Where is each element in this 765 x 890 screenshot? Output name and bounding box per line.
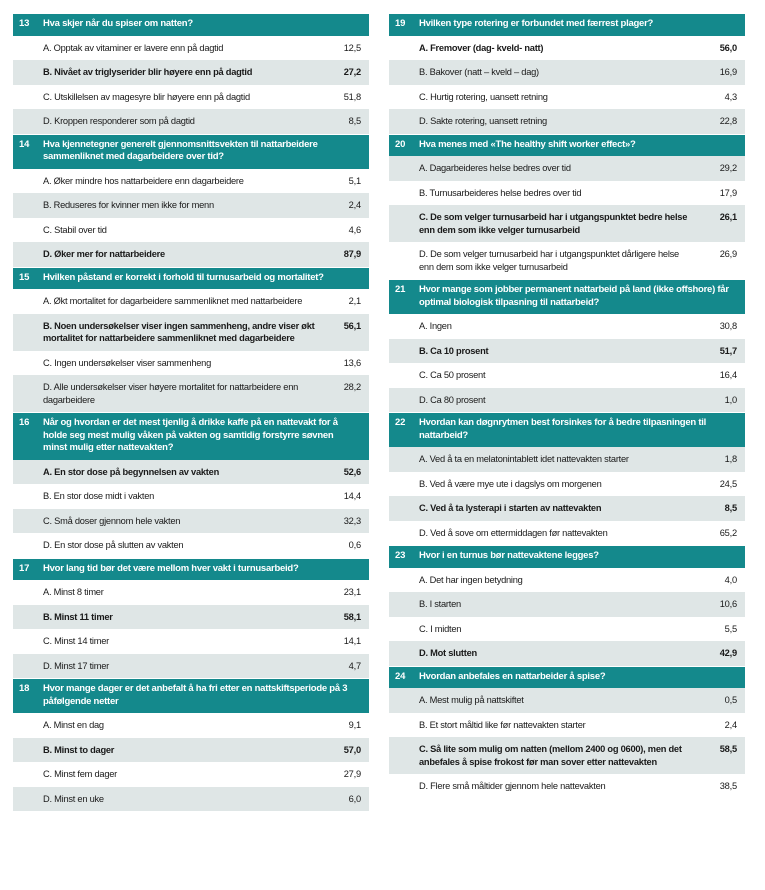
answer-percentage: 1,8 — [724, 454, 737, 464]
answer-row — [389, 85, 745, 110]
answer-row — [13, 629, 369, 654]
answer-label: B. Nivået av triglyserider blir høyere enn på dagtid — [43, 67, 253, 77]
answer-percentage: 8,5 — [348, 116, 361, 126]
answer-label: B. En stor dose midt i vakten — [43, 491, 155, 501]
question-header — [13, 679, 369, 713]
answer-label: C. Minst fem dager — [43, 769, 118, 779]
answer-percentage: 38,5 — [719, 781, 737, 791]
answer-percentage: 12,5 — [343, 42, 361, 53]
question-header — [13, 413, 369, 460]
answer-label: C. Ved å ta lysterapi i starten av nattevakten — [419, 503, 602, 513]
question-number: 24 — [395, 670, 406, 682]
answer-label: C. Minst 14 timer — [43, 636, 110, 646]
answer-label: A. Mest mulig på nattskiftet — [419, 695, 524, 705]
answer-row — [389, 447, 745, 472]
answer-label: A. Fremover (dag- kveld- natt) — [419, 42, 544, 53]
question-number: 22 — [395, 417, 406, 428]
answer-percentage: 5,5 — [724, 623, 737, 634]
answer-label: D. Ca 80 prosent — [419, 394, 486, 405]
answer-row — [13, 193, 369, 218]
answer-row — [389, 181, 745, 206]
answer-row — [389, 688, 745, 713]
answer-percentage: 0,5 — [724, 695, 737, 705]
answer-row — [13, 533, 369, 558]
answer-percentage: 17,9 — [719, 187, 737, 198]
answer-label: A. Minst en dag — [43, 720, 104, 730]
answer-label: B. Et stort måltid like før nattevakten starter — [419, 719, 586, 730]
question-header — [13, 559, 369, 581]
question-block — [13, 268, 369, 413]
answer-label: A. Ved å ta en melatonintablett idet nattevakten starter — [419, 454, 629, 464]
answer-label: D. Alle undersøkelser viser høyere mortalitet for nattarbeidere enn dagarbeidere — [43, 382, 299, 405]
answer-percentage: 29,2 — [719, 163, 737, 173]
answer-label: D. Sakte rotering, uansett retning — [419, 116, 547, 126]
question-number: 20 — [395, 138, 406, 150]
answer-row — [13, 109, 369, 134]
answer-percentage: 42,9 — [719, 648, 737, 658]
answer-row — [389, 472, 745, 497]
answer-row — [389, 363, 745, 388]
answer-row — [13, 351, 369, 376]
question-text: Hva menes med «The healthy shift worker effect»? — [419, 138, 636, 150]
answer-label: D. De som velger turnusarbeid har i utgangspunktet dårligere helse enn dem som ikke velger turnusarbeid — [419, 249, 679, 272]
answer-percentage: 0,6 — [348, 540, 361, 550]
answer-row — [389, 109, 745, 134]
answer-row-correct — [13, 314, 369, 351]
answer-percentage: 27,2 — [343, 67, 361, 77]
answer-percentage: 87,9 — [343, 249, 361, 259]
answer-row-correct — [389, 496, 745, 521]
answer-percentage: 24,5 — [719, 478, 737, 489]
answer-percentage: 56,1 — [343, 320, 361, 331]
question-text: Hvilken type rotering er forbundet med færrest plager? — [419, 18, 654, 29]
answer-label: C. Utskillelsen av magesyre blir høyere enn på dagtid — [43, 91, 250, 102]
answer-label: C. Ca 50 prosent — [419, 370, 486, 380]
answer-row — [13, 85, 369, 110]
right-column — [389, 14, 745, 800]
answer-row — [13, 218, 369, 243]
answer-row — [389, 774, 745, 799]
answer-label: D. Kroppen responderer som på dagtid — [43, 116, 195, 126]
question-text: Hvor mange som jobber permanent nattarbeid på land (ikke offshore) får optimal biologisk tilpasning til nattarbeid? — [419, 284, 729, 308]
answer-label: B. Ved å være mye ute i dagslys om morgenen — [419, 478, 602, 489]
answer-percentage: 58,5 — [719, 744, 737, 754]
answer-row — [13, 580, 369, 605]
answer-row-correct — [389, 36, 745, 61]
answer-percentage: 8,5 — [724, 503, 737, 513]
answer-row — [389, 60, 745, 85]
left-column — [13, 14, 369, 812]
answer-percentage: 52,6 — [343, 466, 361, 477]
question-number: 21 — [395, 284, 406, 295]
answer-label: A. Det har ingen betydning — [419, 574, 523, 585]
answer-percentage: 5,1 — [348, 175, 361, 186]
answer-percentage: 23,1 — [343, 587, 361, 597]
answer-label: C. Stabil over tid — [43, 224, 107, 235]
answer-percentage: 14,4 — [343, 491, 361, 501]
question-block — [13, 679, 369, 811]
question-header — [389, 135, 745, 157]
answer-label: D. Minst en uke — [43, 793, 104, 804]
answer-label: A. Økt mortalitet for dagarbeidere sammenliknet med nattarbeidere — [43, 296, 303, 306]
question-header — [13, 135, 369, 169]
question-text: Hvordan anbefales en nattarbeider å spise? — [419, 670, 606, 682]
answer-row — [13, 36, 369, 61]
question-block — [389, 280, 745, 412]
answer-percentage: 9,1 — [348, 720, 361, 730]
question-text: Når og hvordan er det mest tjenlig å drikke kaffe på en nattevakt for å holde seg mest mulig våken på vakten og samtidig forstyrre søvnen minst mulig etter nattevakten? — [43, 417, 338, 453]
answer-row — [389, 568, 745, 593]
answer-row-correct — [13, 242, 369, 267]
answer-label: B. Bakover (natt – kveld – dag) — [419, 67, 539, 77]
answer-row-correct — [389, 737, 745, 774]
answer-label: D. Øker mer for nattarbeidere — [43, 249, 165, 259]
answer-row — [389, 592, 745, 617]
question-block — [389, 667, 745, 799]
answer-percentage: 2,4 — [724, 719, 737, 730]
answer-row — [13, 787, 369, 812]
answer-label: D. Mot slutten — [419, 648, 477, 658]
answer-row — [13, 289, 369, 314]
answer-percentage: 14,1 — [343, 636, 361, 646]
question-block — [389, 413, 745, 545]
answer-percentage: 51,7 — [719, 345, 737, 356]
question-block — [13, 14, 369, 134]
answer-percentage: 4,7 — [348, 660, 361, 671]
answer-label: B. Ca 10 prosent — [419, 345, 489, 356]
question-text: Hvor i en turnus bør nattevaktene legges? — [419, 550, 599, 561]
answer-percentage: 32,3 — [343, 515, 361, 526]
question-number: 16 — [19, 417, 30, 428]
answer-percentage: 26,1 — [719, 212, 737, 222]
answer-percentage: 13,6 — [343, 357, 361, 368]
question-text: Hva skjer når du spiser om natten? — [43, 18, 193, 29]
answer-row-correct — [13, 605, 369, 630]
question-header — [13, 268, 369, 290]
question-number: 18 — [19, 683, 30, 694]
question-text: Hvilken påstand er korrekt i forhold til turnusarbeid og mortalitet? — [43, 271, 324, 283]
answer-label: D. Ved å sove om ettermiddagen før nattevakten — [419, 527, 608, 538]
answer-row — [389, 314, 745, 339]
question-header — [389, 14, 745, 36]
answer-percentage: 22,8 — [719, 116, 737, 126]
answer-label: A. Øker mindre hos nattarbeidere enn dagarbeidere — [43, 175, 244, 186]
answer-label: B. Noen undersøkelser viser ingen sammenheng, andre viser økt mortalitet for nattarbeidere sammenliknet med dagarbeidere — [43, 320, 315, 343]
answer-percentage: 2,1 — [348, 296, 361, 306]
answer-row — [389, 617, 745, 642]
answer-percentage: 6,0 — [348, 793, 361, 804]
question-number: 14 — [19, 138, 30, 150]
answer-percentage: 27,9 — [343, 769, 361, 779]
question-header — [389, 667, 745, 689]
answer-label: B. Reduseres for kvinner men ikke for menn — [43, 200, 214, 210]
answer-row-correct — [13, 460, 369, 485]
answer-row — [389, 388, 745, 413]
answer-percentage: 2,4 — [348, 200, 361, 210]
question-number: 23 — [395, 550, 406, 561]
answer-label: D. En stor dose på slutten av vakten — [43, 540, 184, 550]
answer-row — [389, 156, 745, 181]
answer-percentage: 4,3 — [724, 91, 737, 102]
answer-row — [389, 521, 745, 546]
answer-label: C. Små doser gjennom hele vakten — [43, 515, 181, 526]
answer-percentage: 58,1 — [343, 611, 361, 622]
answer-row-correct — [13, 738, 369, 763]
question-number: 19 — [395, 18, 406, 29]
answer-label: A. Opptak av vitaminer er lavere enn på dagtid — [43, 42, 224, 53]
answer-row-correct — [13, 60, 369, 85]
question-block — [389, 546, 745, 666]
answer-row — [13, 509, 369, 534]
answer-row — [13, 762, 369, 787]
question-header — [389, 280, 745, 314]
answer-label: C. Hurtig rotering, uansett retning — [419, 91, 548, 102]
question-header — [389, 413, 745, 447]
question-block — [13, 135, 369, 267]
answer-label: C. I midten — [419, 623, 462, 634]
answer-percentage: 26,9 — [719, 249, 737, 259]
answer-label: A. Minst 8 timer — [43, 587, 104, 597]
answer-row — [13, 713, 369, 738]
answer-percentage: 65,2 — [719, 527, 737, 538]
answer-percentage: 4,6 — [348, 224, 361, 235]
question-text: Hva kjennetegner generelt gjennomsnittsvekten til nattarbeidere sammenliknet med dagarbeidere over tid? — [43, 138, 318, 162]
answer-percentage: 16,9 — [719, 67, 737, 77]
answer-label: B. I starten — [419, 599, 461, 609]
answer-row — [13, 169, 369, 194]
answer-label: B. Turnusarbeideres helse bedres over tid — [419, 187, 582, 198]
answer-label: D. Flere små måltider gjennom hele nattevakten — [419, 781, 606, 791]
question-text: Hvordan kan døgnrytmen best forsinkes for å bedre tilpasningen til nattarbeid? — [419, 417, 707, 441]
question-text: Hvor mange dager er det anbefalt å ha fri etter en nattskiftsperiode på 3 påfølgende netter — [43, 683, 348, 707]
answer-percentage: 16,4 — [719, 370, 737, 380]
answer-row-correct — [389, 641, 745, 666]
question-header — [13, 14, 369, 36]
question-number: 13 — [19, 18, 30, 29]
answer-percentage: 10,6 — [719, 599, 737, 609]
answer-label: D. Minst 17 timer — [43, 660, 110, 671]
question-block — [389, 14, 745, 134]
answer-row — [389, 713, 745, 738]
question-block — [13, 413, 369, 558]
answer-label: B. Minst to dager — [43, 744, 115, 755]
answer-percentage: 51,8 — [343, 91, 361, 102]
answer-row-correct — [389, 339, 745, 364]
answer-label: A. Ingen — [419, 321, 452, 331]
question-number: 17 — [19, 562, 30, 574]
answer-percentage: 30,8 — [719, 321, 737, 331]
question-text: Hvor lang tid bør det være mellom hver vakt i turnusarbeid? — [43, 562, 299, 574]
answer-label: C. De som velger turnusarbeid har i utgangspunktet bedre helse enn dem som ikke velger turnusarbeid — [419, 212, 688, 235]
answer-row-correct — [389, 205, 745, 242]
answer-percentage: 28,2 — [343, 382, 361, 392]
answer-row — [13, 375, 369, 412]
answer-percentage: 4,0 — [724, 574, 737, 585]
answer-row — [13, 654, 369, 679]
answer-label: C. Ingen undersøkelser viser sammenheng — [43, 357, 212, 368]
answer-row — [13, 484, 369, 509]
answer-label: A. En stor dose på begynnelsen av vakten — [43, 466, 219, 477]
answer-percentage: 1,0 — [724, 394, 737, 405]
answer-percentage: 57,0 — [343, 744, 361, 755]
question-number: 15 — [19, 271, 30, 283]
answer-row — [389, 242, 745, 279]
answer-percentage: 56,0 — [719, 42, 737, 53]
answer-label: C. Så lite som mulig om natten (mellom 2400 og 0600), men det anbefales å spise frokost før man sover etter nattevakten — [419, 744, 682, 767]
answer-label: A. Dagarbeideres helse bedres over tid — [419, 163, 571, 173]
question-header — [389, 546, 745, 568]
question-block — [13, 559, 369, 679]
answer-label: B. Minst 11 timer — [43, 611, 113, 622]
question-block — [389, 135, 745, 280]
